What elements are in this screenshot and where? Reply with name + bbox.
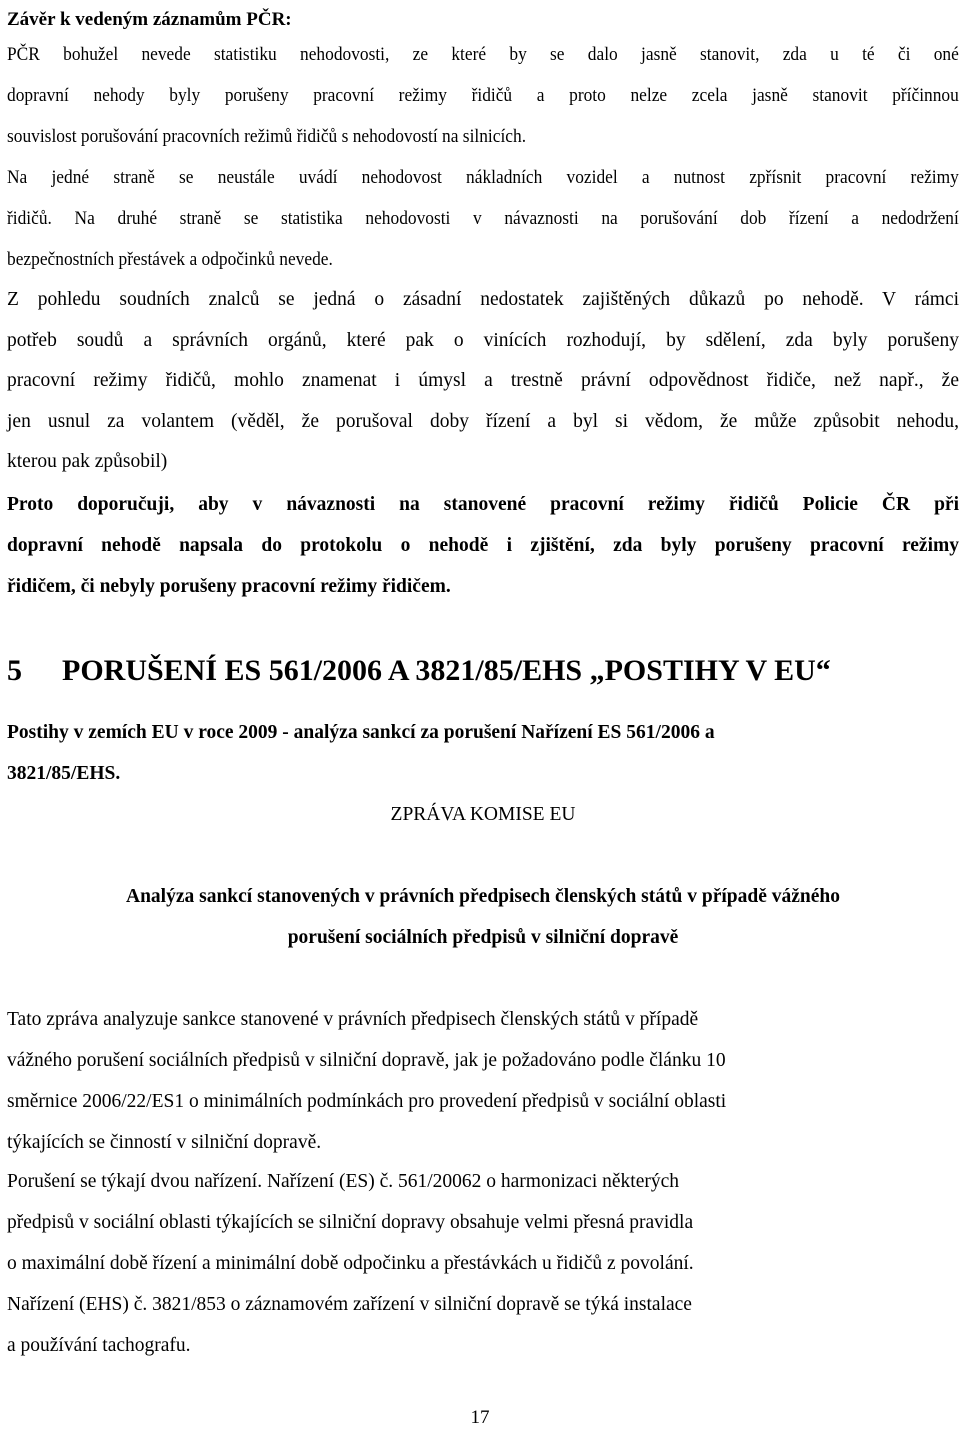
text-line: Analýza sankcí stanovených v právních předpisech členských států v případě vážného [126,886,840,907]
text-line: týkajících se činností v silniční dopravě. [7,1132,322,1153]
chapter-number: 5 [7,654,22,687]
text-line: řidičem, či nebyly porušeny pracovní režimy řidičem. [7,576,451,597]
paragraph-report-intro [7,999,959,1163]
conclusion-heading: Závěr k vedeným záznamům PČR: [7,9,292,30]
text-line: Tato zpráva analyzuje sankce stanovené v právních předpisech členských států v případě [7,1009,699,1030]
text-line: Proto doporučuji, aby v návaznosti na stanovené pracovní režimy řidičů Policie ČR při [7,494,959,515]
text-line: Z pohledu soudních znalců se jedná o zásadní nedostatek zajištěných důkazů po nehodě. V rámci [7,289,959,310]
text-line: kterou pak způsobil) [7,451,168,472]
text-line: PČR bohužel nevede statistiku nehodovosti, ze které by se dalo jasně stanovit, zda u té či oné [7,44,959,65]
text-line: dopravní nehody byly porušeny pracovní režimy řidičů a proto nelze zcela jasně stanovit příčinnou [7,85,959,106]
chapter-title: PORUŠENÍ ES 561/2006 A 3821/85/EHS „POSTIHY V EU“ [62,654,831,687]
paragraph-statistics [7,34,959,157]
text-line: Porušení se týkají dvou nařízení. Nařízení (ES) č. 561/20062 o harmonizaci některých [7,1171,680,1192]
report-title: ZPRÁVA KOMISE EU [390,804,576,825]
text-line: předpisů v sociální oblasti týkajících se silniční dopravy obsahuje velmi přesná pravidla [7,1212,694,1233]
text-line: souvislost porušování pracovních režimů řidičů s nehodovostí na silnicích. [7,126,527,147]
text-line: pracovní režimy řidičů, mohlo znamenat i úmysl a trestně právní odpovědnost řidiče, než např., že [7,370,959,391]
subheading-eu-sanctions [7,712,959,794]
text-line: a používání tachografu. [7,1335,191,1356]
text-line: o maximální době řízení a minimální době odpočinku a přestávkách u řidičů z povolání. [7,1253,694,1274]
paragraph-regulations [7,1161,959,1366]
text-line: vážného porušení sociálních předpisů v silniční dopravě, jak je požadováno podle článku 10 [7,1050,726,1071]
text-line: 3821/85/EHS. [7,763,121,784]
text-line: směrnice 2006/22/ES1 o minimálních podmínkách pro provedení předpisů v sociální oblasti [7,1091,727,1112]
paragraph-court-experts [7,280,959,483]
text-line: Na jedné straně se neustále uvádí nehodovost nákladních vozidel a nutnost zpřísnit pracovní režimy [7,167,959,188]
text-line: dopravní nehodě napsala do protokolu o nehodě i zjištění, zda byly porušeny pracovní režimy [7,535,959,556]
paragraph-accident-rate [7,157,959,280]
text-line: potřeb soudů a správních orgánů, které pak o vinících rozhodují, by sdělení, zda byly porušeny [7,329,959,351]
paragraph-recommendation [7,484,959,607]
report-subtitle [7,876,959,958]
text-line: řidičů. Na druhé straně se statistika nehodovosti v návaznosti na porušování dob řízení a nedodržení [7,208,959,229]
text-line: Postihy v zemích EU v roce 2009 - analýza sankcí za porušení Nařízení ES 561/2006 a [7,722,715,743]
text-line: Nařízení (EHS) č. 3821/853 o záznamovém zařízení v silniční dopravě se týká instalace [7,1294,692,1315]
text-line: bezpečnostních přestávek a odpočinků nevede. [7,249,333,270]
text-line: porušení sociálních předpisů v silniční dopravě [287,927,679,948]
text-line: jen usnul za volantem (věděl, že porušoval doby řízení a byl si vědom, že může způsobit nehodu, [7,410,959,432]
page-number: 17 [470,1407,490,1428]
chapter-heading [7,648,959,694]
